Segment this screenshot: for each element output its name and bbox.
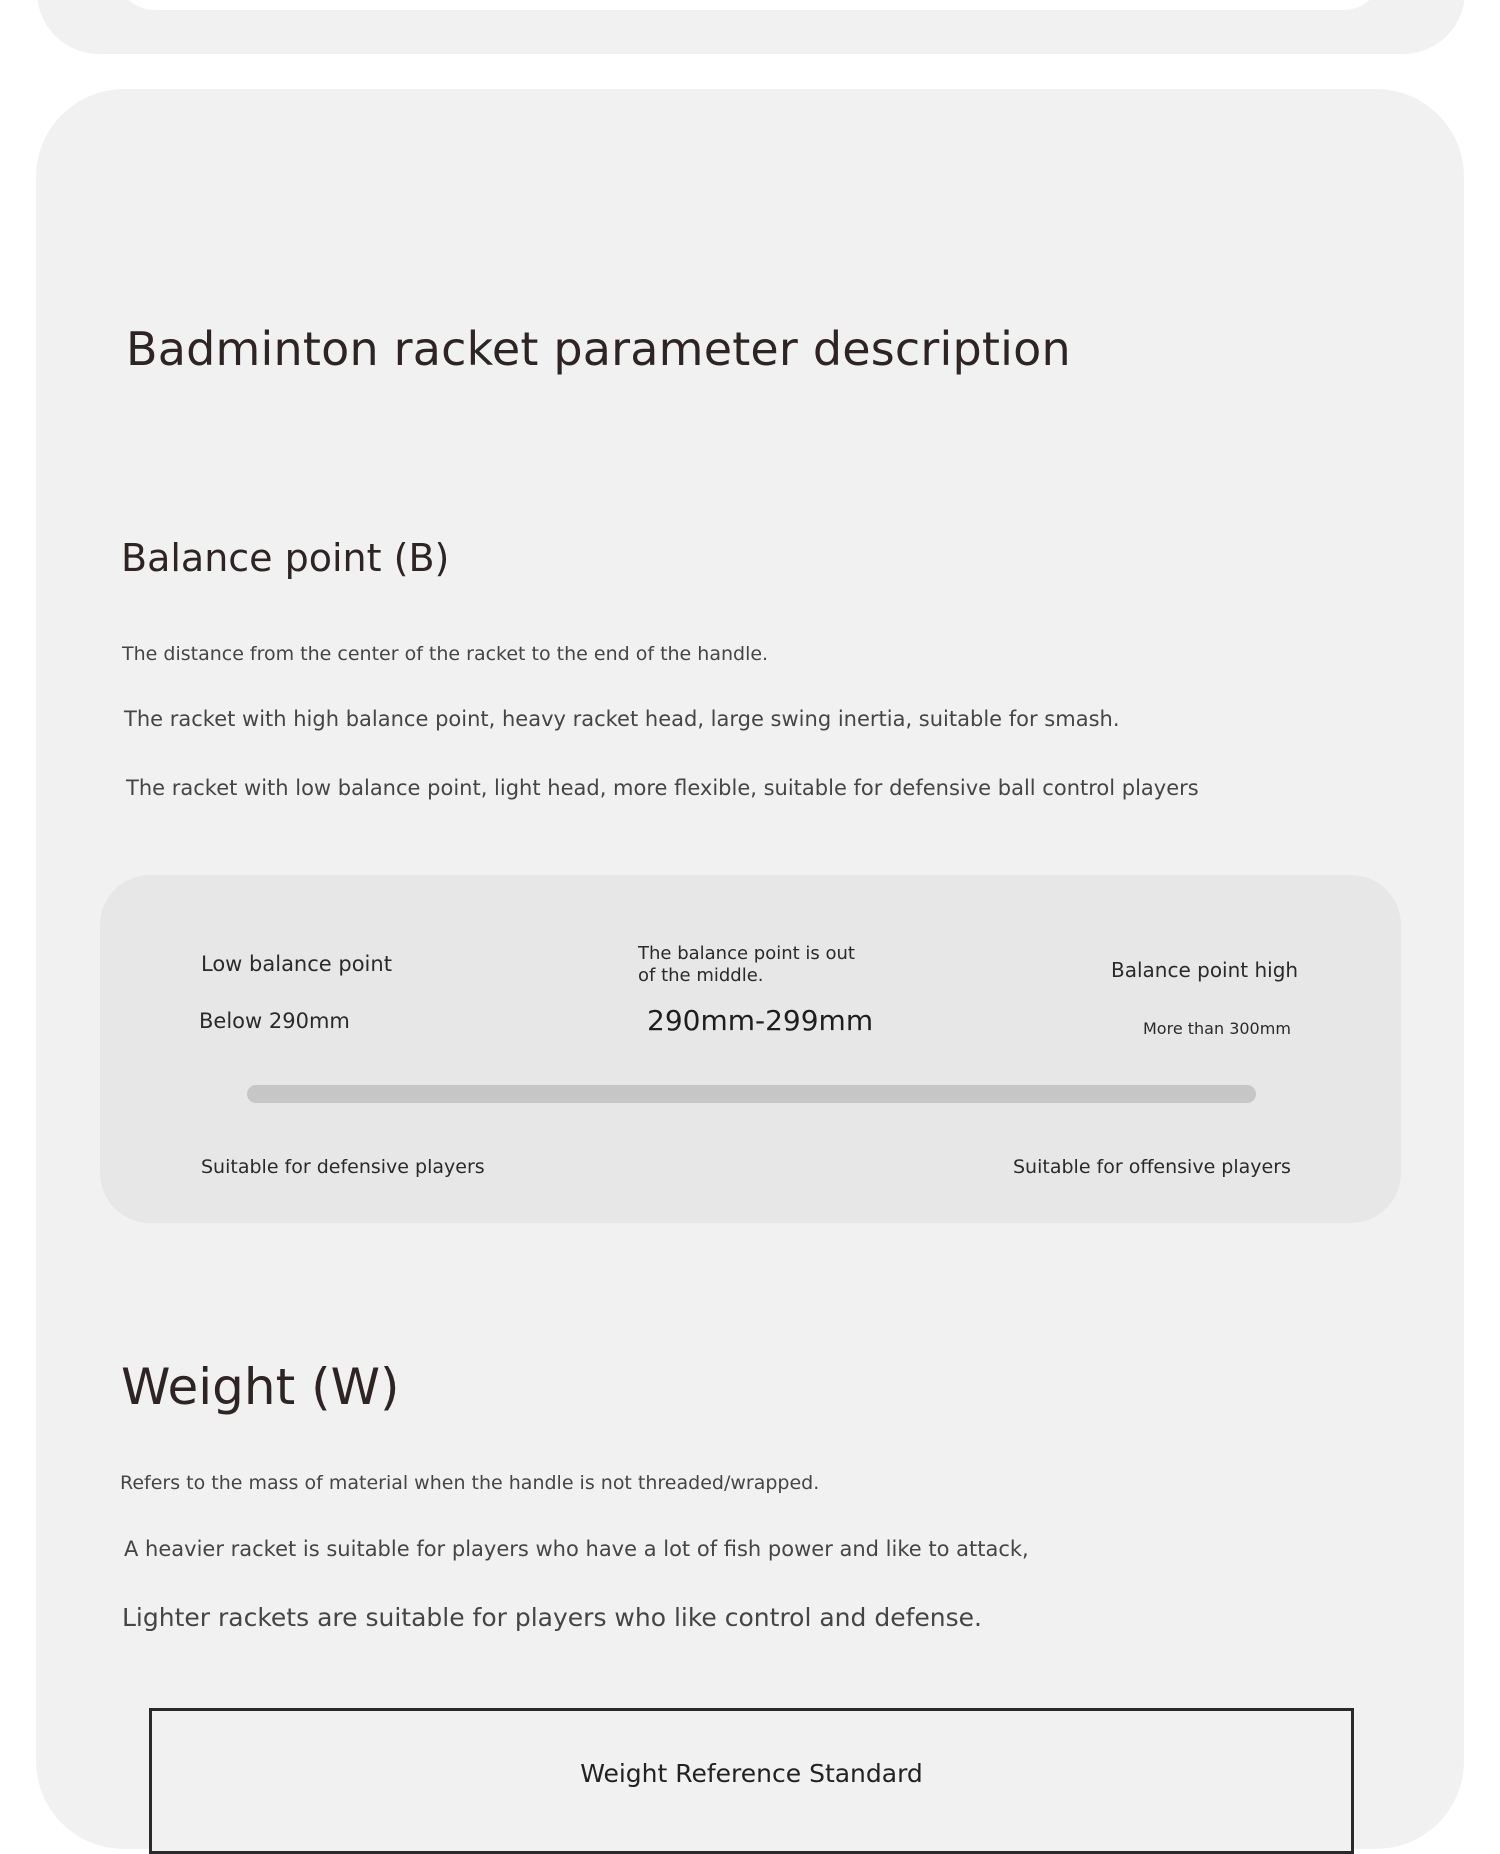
balance-scale-bar: [247, 1085, 1256, 1103]
weight-heading: Weight (W): [121, 1358, 400, 1416]
top-card-inner: [115, 0, 1383, 10]
balance-scale-panel: [100, 875, 1401, 1223]
page-title: Badminton racket parameter description: [126, 322, 1071, 376]
offensive-players-label: Suitable for offensive players: [1013, 1156, 1291, 1178]
balance-low-description: The racket with low balance point, light head, more flexible, suitable for defensive ball control players: [126, 776, 1199, 800]
high-balance-range: More than 300mm: [1143, 1019, 1291, 1038]
weight-table-title: Weight Reference Standard: [580, 1759, 923, 1788]
weight-definition: Refers to the mass of material when the handle is not threaded/wrapped.: [120, 1472, 820, 1494]
low-balance-range: Below 290mm: [199, 1009, 350, 1033]
balance-definition: The distance from the center of the racket to the end of the handle.: [122, 643, 769, 665]
mid-balance-label-line1: The balance point is out: [638, 943, 855, 964]
high-balance-label: Balance point high: [1111, 958, 1299, 982]
balance-point-heading: Balance point (B): [121, 536, 450, 580]
mid-balance-range: 290mm-299mm: [647, 1004, 874, 1037]
low-balance-label: Low balance point: [201, 952, 392, 976]
balance-high-description: The racket with high balance point, heavy racket head, large swing inertia, suitable for smash.: [124, 707, 1120, 731]
weight-reference-table: [149, 1708, 1354, 1854]
top-card: [37, 0, 1465, 54]
defensive-players-label: Suitable for defensive players: [201, 1156, 485, 1178]
mid-balance-label-line2: of the middle.: [638, 965, 764, 986]
weight-light-description: Lighter rackets are suitable for players who like control and defense.: [122, 1603, 982, 1632]
weight-heavy-description: A heavier racket is suitable for players who have a lot of fish power and like to attack,: [124, 1537, 1029, 1561]
